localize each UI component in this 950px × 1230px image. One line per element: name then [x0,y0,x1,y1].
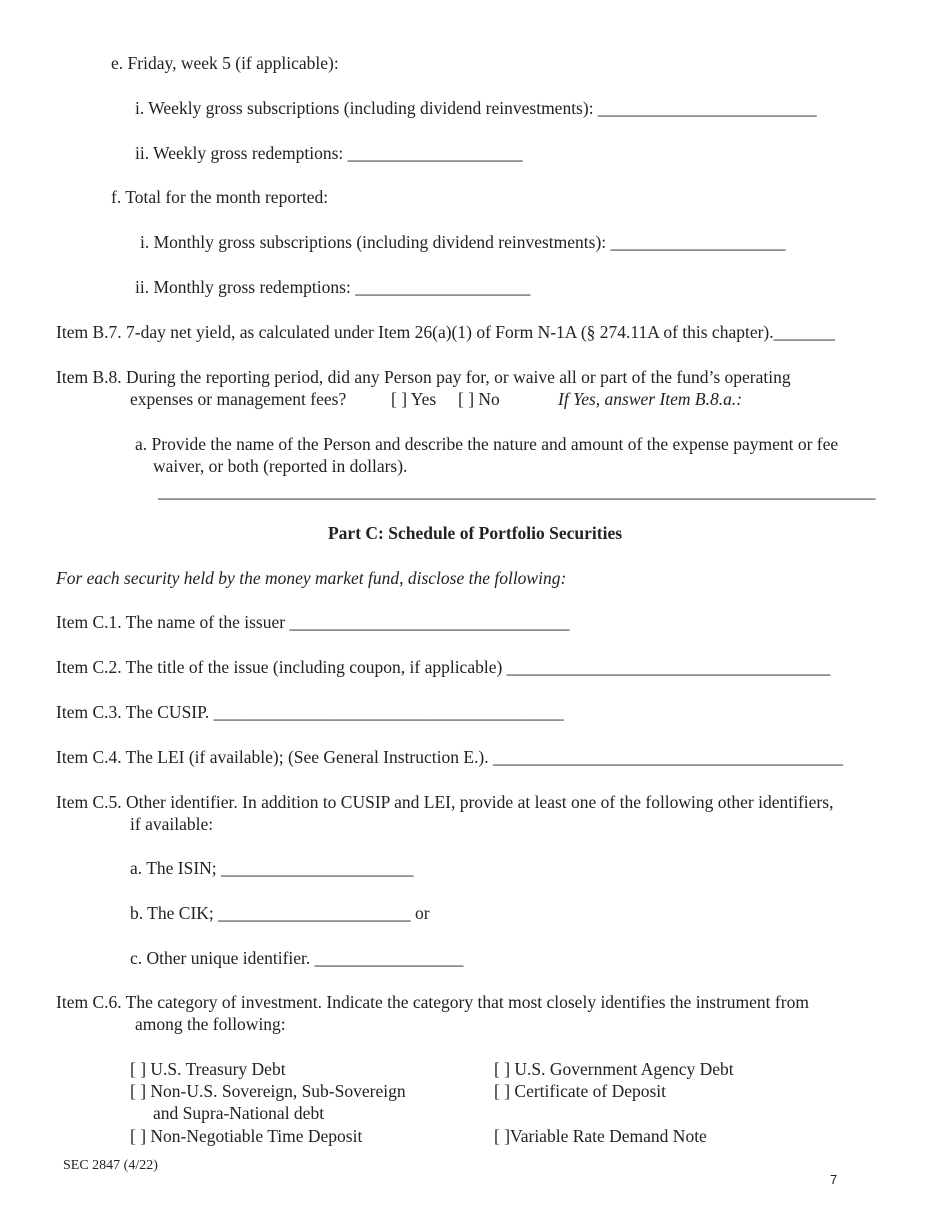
form-id: SEC 2847 (4/22) [63,1158,158,1173]
category-variable-rate-demand-note-checkbox[interactable]: [ ]Variable Rate Demand Note [494,1126,707,1146]
item-b8-question-cont: expenses or management fees? [130,389,347,409]
weekly-subscriptions-field[interactable]: i. Weekly gross subscriptions (including dividend reinvestments): _________________________ [135,98,817,118]
part-c-instruction: For each security held by the money market fund, disclose the following: [56,568,567,588]
category-non-us-sovereign-cont: and Supra-National debt [153,1103,325,1123]
item-c4-lei-field[interactable]: Item C.4. The LEI (if available); (See General Instruction E.). ________________________________________ [56,747,844,767]
item-b8a-answer-field[interactable]: __________________________________________________________________________________ [158,481,876,501]
monthly-subscriptions-field[interactable]: i. Monthly gross subscriptions (including dividend reinvestments): ____________________ [140,232,786,252]
item-b8-yes-checkbox[interactable]: [ ] Yes [391,389,437,409]
item-b8a-prompt-cont: waiver, or both (reported in dollars). [153,456,408,476]
page-number: 7 [830,1172,838,1187]
item-b8a-prompt: a. Provide the name of the Person and describe the nature and amount of the expense payment or fee [135,434,839,454]
item-c1-issuer-field[interactable]: Item C.1. The name of the issuer ________________________________ [56,612,570,632]
item-b8-if-yes-note: If Yes, answer Item B.8.a.: [558,389,743,409]
weekly-redemptions-field[interactable]: ii. Weekly gross redemptions: ____________________ [135,143,523,163]
item-c5-question-cont: if available: [130,814,214,834]
part-c-title: Part C: Schedule of Portfolio Securities [327,523,623,543]
item-b8-question: Item B.8. During the reporting period, did any Person pay for, or waive all or part of the fund’s operating [56,367,791,387]
item-c5c-other-id-field[interactable]: c. Other unique identifier. _________________ [130,948,464,968]
friday-week5-heading: e. Friday, week 5 (if applicable): [111,53,339,73]
item-c6-question: Item C.6. The category of investment. Indicate the category that most closely identifies the instrument from [56,992,809,1012]
item-c5-question: Item C.5. Other identifier. In addition to CUSIP and LEI, provide at least one of the following other identifiers, [56,792,834,812]
monthly-redemptions-field[interactable]: ii. Monthly gross redemptions: ____________________ [135,277,531,297]
category-non-us-sovereign-checkbox[interactable]: [ ] Non-U.S. Sovereign, Sub-Sovereign [130,1081,406,1101]
item-b7-yield-field[interactable]: Item B.7. 7-day net yield, as calculated under Item 26(a)(1) of Form N-1A (§ 274.11A of this chapter)._______ [56,322,835,342]
item-c6-question-cont: among the following: [135,1014,286,1034]
item-c5b-cik-field[interactable]: b. The CIK; ______________________ or [130,903,430,923]
item-b8-no-checkbox[interactable]: [ ] No [458,389,500,409]
category-certificate-of-deposit-checkbox[interactable]: [ ] Certificate of Deposit [494,1081,667,1101]
category-non-negotiable-time-deposit-checkbox[interactable]: [ ] Non-Negotiable Time Deposit [130,1126,363,1146]
item-c5a-isin-field[interactable]: a. The ISIN; ______________________ [130,858,414,878]
month-total-heading: f. Total for the month reported: [111,187,329,207]
category-us-gov-agency-checkbox[interactable]: [ ] U.S. Government Agency Debt [494,1059,734,1079]
category-us-treasury-checkbox[interactable]: [ ] U.S. Treasury Debt [130,1059,286,1079]
item-c2-title-field[interactable]: Item C.2. The title of the issue (including coupon, if applicable) _____________________________________ [56,657,831,677]
item-c3-cusip-field[interactable]: Item C.3. The CUSIP. ________________________________________ [56,702,564,722]
